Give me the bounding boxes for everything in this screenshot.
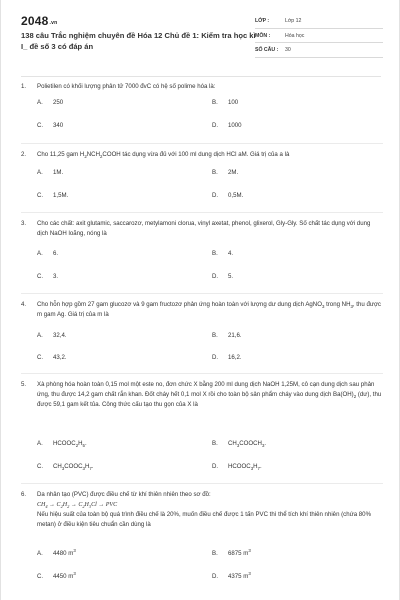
question-number: 2. [21, 151, 27, 158]
question-4 [21, 300, 383, 322]
question-number: 4. [21, 301, 27, 308]
question-divider [21, 143, 383, 144]
question-divider [21, 483, 383, 484]
question-text: Xà phòng hóa hoàn toàn 0,15 mol một este no, đơn chức X bằng 200 ml dung dịch NaOH 1,25M, cô cạn dung dịch sau phản ứng, thu được 14,2 gam chất rắn khan. Đốt cháy hết 0,1 mol X rồi cho toàn bộ sản phẩm cháy vào dung dịch $Ba(OH)_2$ (dư), thu được 59,1 gam kết tủa. Công thức cấu tạo thu gọn của X là [37, 381, 382, 408]
question-number: 5. [21, 381, 27, 388]
question-text: Cho các chất: axit glutamic, saccarozơ, metylamoni clorua, vinyl axetat, phenol, glixerol, Gly-Gly. Số chất tác dụng với dung dịch NaOH loãng, nóng là [37, 220, 371, 237]
meta-label: MÔN : [255, 32, 271, 39]
meta-row-class [255, 14, 383, 29]
question-text: Polietilen có khối lượng phân tử 7000 đvC có hệ số polime hóa là: [37, 83, 216, 90]
question-number: 6. [21, 491, 27, 498]
question-2 [21, 150, 383, 162]
page-header [1, 0, 400, 76]
meta-label: SỐ CÂU : [255, 47, 279, 53]
meta-value: 30 [285, 47, 291, 53]
question-divider [21, 293, 383, 294]
site-logo[interactable]: 2048.vn [21, 14, 58, 28]
question-number: 3. [21, 220, 27, 227]
exam-page: 2048.vn 138 câu Trắc nghiệm chuyên đề Hóa 12 Chủ đề 1: Kiểm tra học kì I_ đề số 3 có đáp án LỚP : Lớp 12 MÔN : Hóa học SỐ CÂU : 30 1. Polietilen có khối lượng phân tử 7000 đvC có hệ số polime hóa là: A. 250 B. 100 C. 340 D. 1000 2. Cho 11,25 gam $H_2NCH_2COOH$ tác dụng vừa đủ với 100 ml dung dịch HCl aM. Giá trị của a là A. 1M. B. 2M. C. 1,5M. D. 0,5M. 3. Cho các chất: axit glutamic, saccarozơ, metylamoni clorua, vinyl axetat, phenol, glixerol, Gly-Gly. Số chất tác dụng với dung dịch NaOH loãng, nóng là A. 6. B. 4. C. 3. D. 5. 4. Cho hỗn hợp gồm 27 gam glucozơ và 9 gam fructozơ phản ứng hoàn toàn với lượng dư dung dịch AgNO$_3$ trong $NH_3$, thu được m gam Ag. Giá trị của m là A. 32,4. B. 21,6. C. 43,2. D. 16,2. 5. Xà phòng hóa hoàn toàn 0,15 mol một este no, đơn chức X bằng 200 ml dung dịch NaOH 1,25M, cô cạn dung dịch sau phản ứng, thu được 14,2 gam chất rắn khan. Đốt cháy hết 0,1 mol X rồi cho toàn bộ sản phẩm cháy vào dung dịch $Ba(OH)_2$ (dư), thu được 59,1 gam kết tủa. Công thức cấu tạo thu gọn của X là A. $HCOOC_2H_5$. B. $CH_3COOCH_3$. C. $CH_3COOC_3H_7$. D. $HCOOC_3H_7$. 6. Da nhân tạo (PVC) được điều chế từ khí thiên nhiên theo sơ đồ: $CH_4 \to C_2H_2 \to C_2H_3Cl$ → PVC Nếu hiệu suất của toàn bộ quá trình điều chế là 20%, muốn điều chế được 1 tấn PVC thì thể tích khí thiên nhiên (chứa 80% metan) ở điều kiện tiêu chuẩn cần dùng là A. 4480 $m^3$ B. 6875 $m^3$ C. 4450 $m^3$ D. 4375 $m^3$ [0, 0, 400, 600]
question-5 [21, 380, 383, 424]
question-divider [21, 373, 383, 374]
meta-value: Lớp 12 [285, 18, 302, 24]
question-1 [21, 82, 383, 126]
page-title: 138 câu Trắc nghiệm chuyên đề Hóa 12 Chủ đề 1: Kiểm tra học kì I_ đề số 3 có đáp án [21, 31, 256, 51]
question-text: Cho 11,25 gam $H_2NCH_2COOH$ tác dụng vừa đủ với 100 ml dung dịch HCl aM. Giá trị của a là [37, 151, 290, 160]
question-divider [21, 212, 383, 213]
header-divider [21, 76, 381, 77]
meta-label: LỚP : [255, 18, 270, 24]
question-6 [21, 490, 383, 540]
reaction-chain: $CH_4 \to C_2H_2 \to C_2H_3Cl$ → PVC [37, 502, 118, 510]
meta-table [255, 14, 383, 58]
question-text: Da nhân tạo (PVC) được điều chế từ khí thiên nhiên theo sơ đồ: $CH_4 \to C_2H_2 \to C_2H_3Cl$ → PVC Nếu hiệu suất của toàn bộ quá trình điều chế là 20%, muốn điều chế được 1 tấn PVC thì thể tích khí thiên nhiên (chứa 80% metan) ở điều kiện tiêu chuẩn cần dùng là [37, 491, 371, 528]
meta-row-subject [255, 29, 383, 44]
question-3 [21, 219, 383, 241]
meta-row-count [255, 43, 383, 58]
question-text: Cho hỗn hợp gồm 27 gam glucozơ và 9 gam fructozơ phản ứng hoàn toàn với lượng dư dung dịch AgNO$_3$ trong $NH_3$, thu được m gam Ag. Giá trị của m là [37, 301, 381, 318]
question-number: 1. [21, 83, 27, 90]
meta-value: Hóa học [285, 32, 305, 39]
